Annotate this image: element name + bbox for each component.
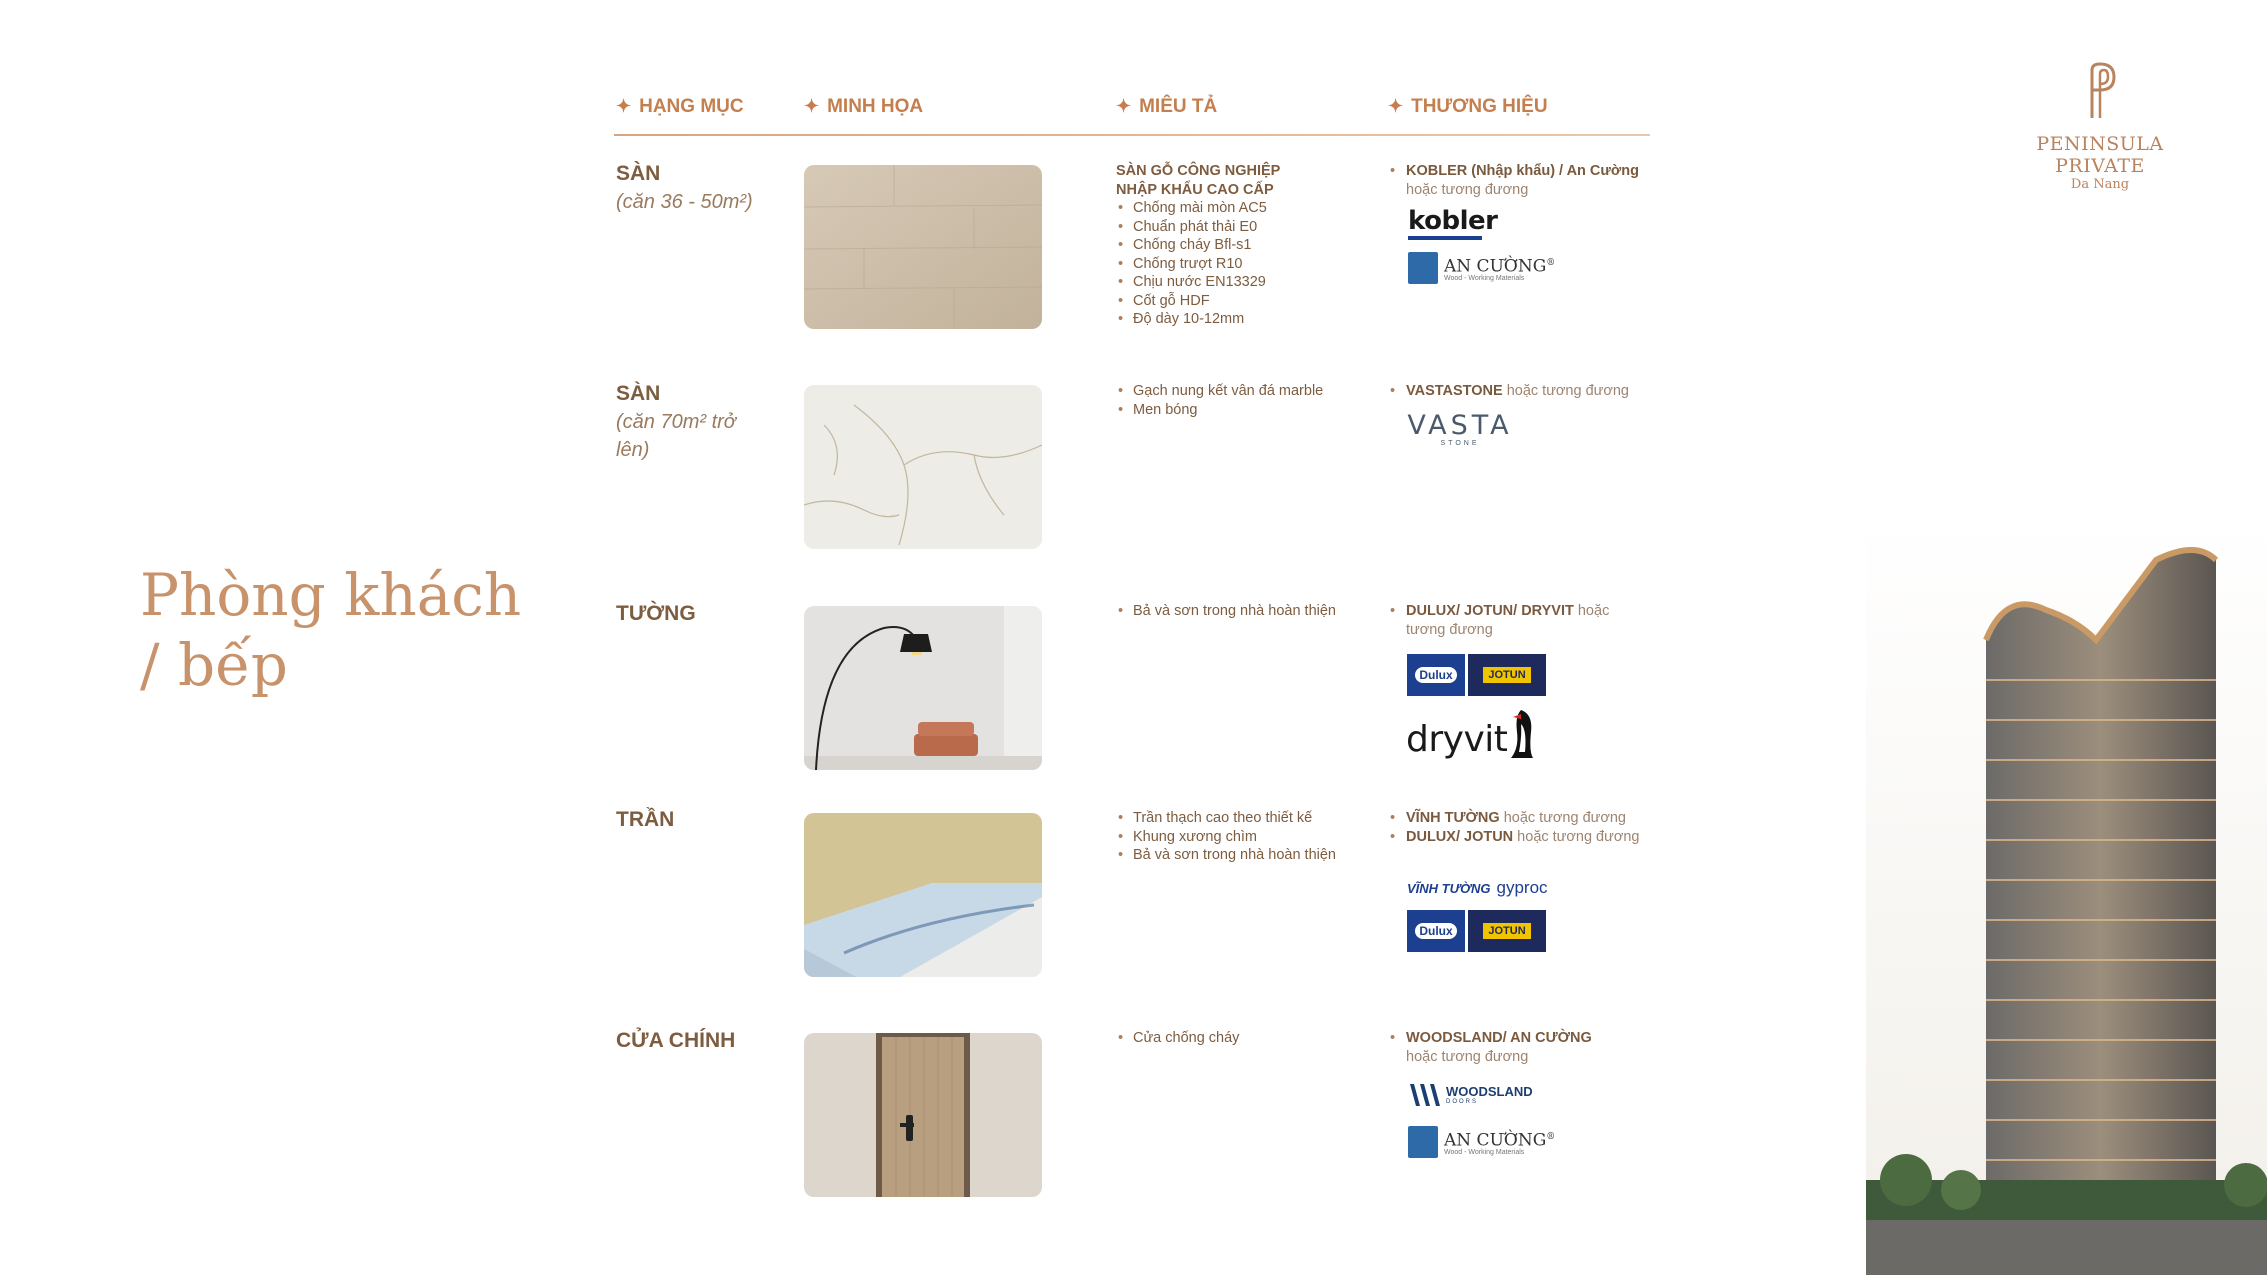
vinh-tuong-gyproc-logo: VĨNH TƯỜNG gyproc: [1407, 878, 1548, 897]
column-header-category: ✦ HẠNG MỤC: [616, 96, 744, 117]
vasta-stone-logo: VASTA STONE: [1407, 410, 1513, 447]
row-description: [1116, 382, 1366, 419]
row-category-sub: (căn 70m² trở lên): [616, 411, 736, 461]
list-item: • Bả và sơn trong nhà hoàn thiện: [1116, 602, 1366, 621]
list-item: • Khung xương chìm: [1116, 828, 1366, 847]
list-item: • Chống cháy Bfl-s1: [1116, 236, 1366, 255]
dryvit-logo: dryvit: [1406, 708, 1537, 760]
list-item: • Độ dày 10-12mm: [1116, 310, 1366, 329]
header-divider: [614, 134, 1650, 136]
illustration-wood-floor: [804, 165, 1042, 329]
list-item: • Chịu nước EN13329: [1116, 273, 1366, 292]
page-title: [140, 560, 521, 700]
row-category: SÀN (căn 36 - 50m²): [616, 160, 766, 216]
column-header-illustration: ✦ MINH HỌA: [804, 96, 924, 117]
dulux-logo: Dulux: [1407, 654, 1465, 696]
brand-name: PENINSULA PRIVATE: [2036, 133, 2164, 177]
peninsula-monogram-icon: [2078, 60, 2122, 122]
brand-location: Da Nang: [2070, 177, 2130, 192]
row-category-sub: (căn 36 - 50m²): [616, 191, 753, 213]
dulux-logo: Dulux: [1407, 910, 1465, 952]
kobler-logo: kobler: [1408, 208, 1497, 240]
column-header-brand: ✦ THƯƠNG HIỆU: [1388, 96, 1548, 117]
row-category: CỬA CHÍNH: [616, 1029, 736, 1052]
brand-logo: [1990, 60, 2210, 192]
list-item: • Gạch nung kết vân đá marble: [1116, 382, 1366, 401]
jotun-logo: JOTUN: [1468, 654, 1546, 696]
illustration-gypsum-board: [804, 813, 1042, 977]
row-brand: • VASTASTONE hoặc tương đương: [1388, 382, 1652, 401]
illustration-wooden-door: [804, 1033, 1042, 1197]
list-item: • Men bóng: [1116, 401, 1366, 420]
list-item: • Cốt gỗ HDF: [1116, 292, 1366, 311]
woodsland-logo: WOODSLAND DOORS: [1408, 1082, 1533, 1108]
list-item: • Chuẩn phát thải E0: [1116, 218, 1366, 237]
row-category: TƯỜNG: [616, 602, 696, 625]
list-item: • Bả và sơn trong nhà hoàn thiện: [1116, 846, 1366, 865]
list-item: • Trần thạch cao theo thiết kế: [1116, 809, 1366, 828]
penguin-icon: [1507, 708, 1537, 760]
an-cuong-logo: AN CƯỜNG® Wood - Working Materials: [1408, 252, 1555, 284]
an-cuong-mark-icon: [1408, 1126, 1438, 1158]
row-brand: • KOBLER (Nhập khẩu) / An Cường hoặc tương đương: [1388, 162, 1652, 199]
tower-rendering: [1866, 520, 2267, 1275]
illustration-marble-tile: [804, 385, 1042, 549]
illustration-painted-wall: [804, 606, 1042, 770]
list-item: • Cửa chống cháy: [1116, 1029, 1366, 1048]
row-description: [1116, 809, 1366, 865]
list-item: • Chống trượt R10: [1116, 255, 1366, 274]
woodsland-mark-icon: [1408, 1082, 1442, 1108]
an-cuong-logo: AN CƯỜNG® Wood - Working Materials: [1408, 1126, 1555, 1158]
an-cuong-mark-icon: [1408, 252, 1438, 284]
row-description: [1116, 1029, 1366, 1048]
row-brand: • WOODSLAND/ AN CƯỜNG hoặc tương đương: [1388, 1029, 1652, 1066]
row-description: SÀN GỖ CÔNG NGHIỆP NHẬP KHẨU CAO CẤP • Chống mài mòn AC5 • Chuẩn phát thải E0 • Chống cháy Bfl-s1 • Chống trượt R10 • Chịu nước EN13329 • Cốt gỗ HDF • Độ dày 10-12mm: [1116, 162, 1366, 329]
row-brand: • VĨNH TƯỜNG hoặc tương đương • DULUX/ JOTUN hoặc tương đương: [1388, 809, 1652, 846]
row-category: SÀN (căn 70m² trở lên): [616, 380, 756, 464]
page-title-line1: Phòng khách: [140, 561, 522, 629]
column-header-description: ✦ MIÊU TẢ: [1116, 96, 1218, 117]
jotun-logo: JOTUN: [1468, 910, 1546, 952]
row-brand: • DULUX/ JOTUN/ DRYVIT hoặc tương đương: [1388, 602, 1652, 639]
row-description: [1116, 602, 1366, 621]
list-item: • Chống mài mòn AC5: [1116, 199, 1366, 218]
row-category: TRẦN: [616, 808, 675, 831]
page-title-line2: / bếp: [140, 631, 288, 699]
